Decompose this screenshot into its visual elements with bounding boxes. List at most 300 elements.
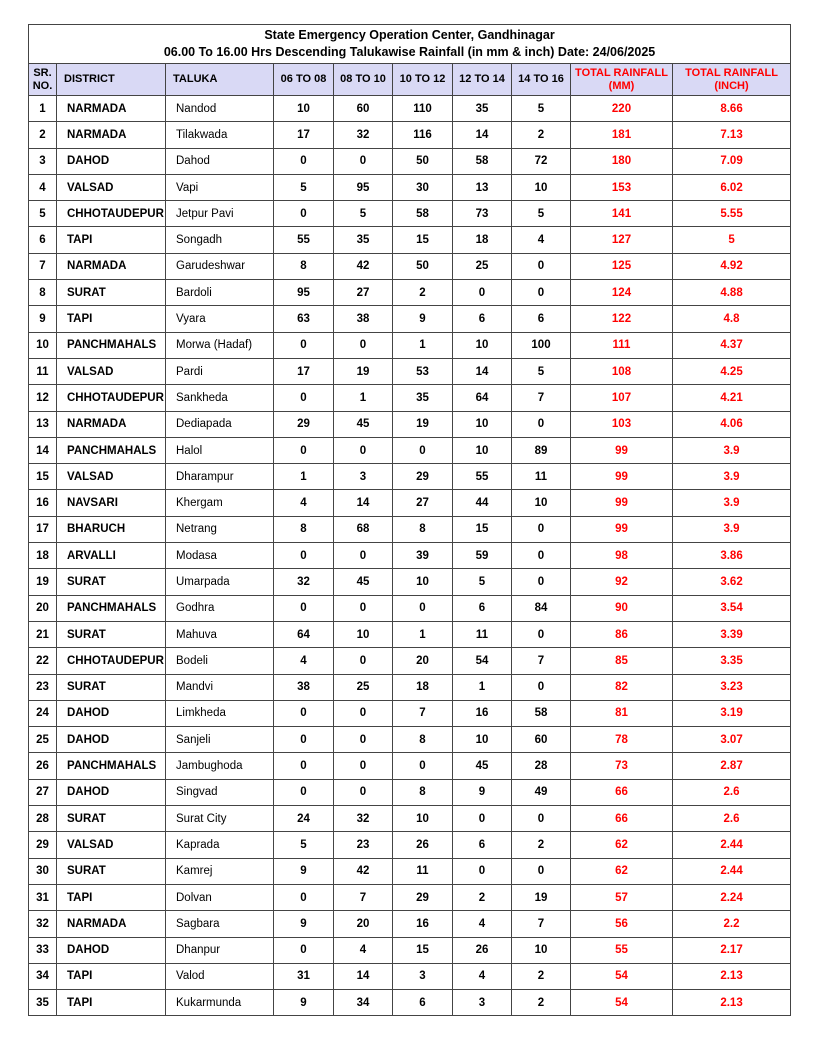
district-cell: NARMADA [57,122,166,148]
rain-12-14-cell: 45 [453,753,512,779]
district-cell: CHHOTAUDEPUR [57,201,166,227]
table-row [29,753,791,779]
total-inch-cell: 4.21 [673,385,791,411]
total-mm-cell: 57 [571,884,673,910]
header-06-to-08: 06 TO 08 [274,64,334,96]
rain-14-16-cell: 0 [512,411,571,437]
rain-12-14-cell: 35 [453,96,512,122]
total-mm-cell: 54 [571,990,673,1016]
rain-08-10-cell: 27 [334,280,393,306]
total-inch-cell: 4.06 [673,411,791,437]
table-row [29,411,791,437]
taluka-cell: Songadh [166,227,274,253]
total-inch-cell: 3.35 [673,648,791,674]
taluka-cell: Tilakwada [166,122,274,148]
total-mm-cell: 62 [571,832,673,858]
rain-10-12-cell: 116 [393,122,453,148]
total-inch-cell: 4.25 [673,358,791,384]
sr-no-cell: 3 [29,148,57,174]
district-cell: DAHOD [57,779,166,805]
district-cell: NAVSARI [57,490,166,516]
rain-12-14-cell: 59 [453,543,512,569]
rain-14-16-cell: 100 [512,332,571,358]
rain-06-08-cell: 0 [274,201,334,227]
header-district: DISTRICT [57,64,166,96]
taluka-cell: Pardi [166,358,274,384]
taluka-cell: Garudeshwar [166,253,274,279]
taluka-cell: Halol [166,437,274,463]
sr-no-cell: 2 [29,122,57,148]
rain-10-12-cell: 16 [393,911,453,937]
rain-08-10-cell: 42 [334,253,393,279]
sr-no-cell: 12 [29,385,57,411]
total-inch-cell: 4.88 [673,280,791,306]
total-mm-cell: 90 [571,595,673,621]
rain-06-08-cell: 0 [274,595,334,621]
rain-10-12-cell: 58 [393,201,453,227]
table-row [29,280,791,306]
rain-12-14-cell: 58 [453,148,512,174]
rain-10-12-cell: 11 [393,858,453,884]
total-inch-cell: 7.09 [673,148,791,174]
table-row [29,727,791,753]
district-cell: VALSAD [57,174,166,200]
table-row [29,700,791,726]
rain-10-12-cell: 39 [393,543,453,569]
total-mm-cell: 153 [571,174,673,200]
total-inch-cell: 3.9 [673,464,791,490]
rain-12-14-cell: 6 [453,595,512,621]
rain-10-12-cell: 7 [393,700,453,726]
rain-10-12-cell: 53 [393,358,453,384]
rain-08-10-cell: 68 [334,516,393,542]
rain-12-14-cell: 0 [453,280,512,306]
rain-12-14-cell: 4 [453,911,512,937]
rain-08-10-cell: 32 [334,122,393,148]
rain-10-12-cell: 30 [393,174,453,200]
total-inch-cell: 3.39 [673,621,791,647]
district-cell: VALSAD [57,358,166,384]
sr-no-cell: 22 [29,648,57,674]
total-mm-cell: 124 [571,280,673,306]
total-inch-cell: 2.2 [673,911,791,937]
rain-12-14-cell: 54 [453,648,512,674]
rain-10-12-cell: 9 [393,306,453,332]
rain-10-12-cell: 6 [393,990,453,1016]
table-row [29,937,791,963]
rainfall-report [28,24,790,1016]
rain-12-14-cell: 10 [453,332,512,358]
rain-14-16-cell: 0 [512,516,571,542]
rain-06-08-cell: 0 [274,884,334,910]
rain-08-10-cell: 14 [334,963,393,989]
total-inch-cell: 7.13 [673,122,791,148]
table-row [29,621,791,647]
total-inch-cell: 4.92 [673,253,791,279]
rain-08-10-cell: 20 [334,911,393,937]
district-cell: NARMADA [57,911,166,937]
rain-06-08-cell: 9 [274,858,334,884]
sr-no-cell: 26 [29,753,57,779]
rain-08-10-cell: 0 [334,700,393,726]
rain-06-08-cell: 0 [274,700,334,726]
total-mm-cell: 98 [571,543,673,569]
total-mm-cell: 99 [571,516,673,542]
table-row [29,911,791,937]
rain-12-14-cell: 64 [453,385,512,411]
rain-08-10-cell: 45 [334,569,393,595]
taluka-cell: Sagbara [166,911,274,937]
rain-12-14-cell: 2 [453,884,512,910]
rain-08-10-cell: 0 [334,648,393,674]
rain-06-08-cell: 0 [274,332,334,358]
rain-10-12-cell: 35 [393,385,453,411]
district-cell: VALSAD [57,832,166,858]
district-cell: NARMADA [57,253,166,279]
rain-12-14-cell: 15 [453,516,512,542]
rain-08-10-cell: 34 [334,990,393,1016]
header-08-to-10: 08 TO 10 [334,64,393,96]
rain-12-14-cell: 10 [453,437,512,463]
total-inch-cell: 3.62 [673,569,791,595]
rain-06-08-cell: 0 [274,385,334,411]
total-inch-cell: 5.55 [673,201,791,227]
rain-06-08-cell: 0 [274,437,334,463]
sr-no-cell: 29 [29,832,57,858]
rain-14-16-cell: 2 [512,990,571,1016]
total-mm-cell: 99 [571,464,673,490]
rain-14-16-cell: 72 [512,148,571,174]
sr-no-cell: 34 [29,963,57,989]
rain-06-08-cell: 95 [274,280,334,306]
rain-10-12-cell: 50 [393,253,453,279]
rain-12-14-cell: 16 [453,700,512,726]
taluka-cell: Bardoli [166,280,274,306]
sr-no-cell: 24 [29,700,57,726]
sr-no-cell: 33 [29,937,57,963]
district-cell: ARVALLI [57,543,166,569]
district-cell: PANCHMAHALS [57,437,166,463]
table-row [29,674,791,700]
table-body [29,96,791,1016]
title-line-1: State Emergency Operation Center, Gandhinagar [264,28,555,42]
rain-08-10-cell: 95 [334,174,393,200]
total-mm-cell: 62 [571,858,673,884]
rain-06-08-cell: 17 [274,122,334,148]
district-cell: SURAT [57,280,166,306]
district-cell: PANCHMAHALS [57,332,166,358]
rain-10-12-cell: 27 [393,490,453,516]
sr-no-cell: 31 [29,884,57,910]
taluka-cell: Dolvan [166,884,274,910]
table-row [29,253,791,279]
total-inch-cell: 2.13 [673,990,791,1016]
total-mm-cell: 66 [571,806,673,832]
total-mm-cell: 54 [571,963,673,989]
rain-08-10-cell: 60 [334,96,393,122]
total-inch-cell: 8.66 [673,96,791,122]
sr-no-cell: 19 [29,569,57,595]
rain-06-08-cell: 55 [274,227,334,253]
district-cell: CHHOTAUDEPUR [57,648,166,674]
rain-06-08-cell: 0 [274,727,334,753]
taluka-cell: Vyara [166,306,274,332]
sr-no-cell: 7 [29,253,57,279]
rain-14-16-cell: 2 [512,122,571,148]
rain-14-16-cell: 19 [512,884,571,910]
table-row [29,464,791,490]
total-inch-cell: 2.17 [673,937,791,963]
rain-12-14-cell: 10 [453,727,512,753]
rain-06-08-cell: 9 [274,990,334,1016]
rain-14-16-cell: 60 [512,727,571,753]
sr-no-cell: 8 [29,280,57,306]
taluka-cell: Valod [166,963,274,989]
rain-10-12-cell: 10 [393,806,453,832]
total-inch-cell: 3.07 [673,727,791,753]
total-mm-cell: 108 [571,358,673,384]
sr-no-cell: 1 [29,96,57,122]
table-row [29,306,791,332]
rain-10-12-cell: 0 [393,753,453,779]
rain-14-16-cell: 89 [512,437,571,463]
rain-08-10-cell: 14 [334,490,393,516]
rain-06-08-cell: 0 [274,148,334,174]
report-title [29,25,791,64]
rain-14-16-cell: 2 [512,963,571,989]
rain-06-08-cell: 5 [274,832,334,858]
rain-10-12-cell: 20 [393,648,453,674]
rain-12-14-cell: 14 [453,122,512,148]
table-row [29,358,791,384]
rain-14-16-cell: 0 [512,621,571,647]
taluka-cell: Mahuva [166,621,274,647]
rain-12-14-cell: 4 [453,963,512,989]
total-mm-cell: 141 [571,201,673,227]
table-row [29,806,791,832]
taluka-cell: Bodeli [166,648,274,674]
taluka-cell: Mandvi [166,674,274,700]
district-cell: DAHOD [57,148,166,174]
rain-14-16-cell: 0 [512,569,571,595]
rain-12-14-cell: 5 [453,569,512,595]
rain-10-12-cell: 3 [393,963,453,989]
table-row [29,437,791,463]
table-row [29,516,791,542]
rain-10-12-cell: 110 [393,96,453,122]
total-inch-cell: 4.37 [673,332,791,358]
district-cell: DAHOD [57,727,166,753]
rain-08-10-cell: 7 [334,884,393,910]
taluka-cell: Kaprada [166,832,274,858]
table-row [29,490,791,516]
rain-12-14-cell: 0 [453,858,512,884]
district-cell: CHHOTAUDEPUR [57,385,166,411]
district-cell: SURAT [57,569,166,595]
rain-10-12-cell: 15 [393,227,453,253]
table-row [29,963,791,989]
title-line-2: 06.00 To 16.00 Hrs Descending Talukawise Rainfall (in mm & inch) Date: 24/06/2025 [163,45,656,59]
rain-06-08-cell: 4 [274,490,334,516]
total-inch-cell: 3.86 [673,543,791,569]
rain-08-10-cell: 38 [334,306,393,332]
rain-10-12-cell: 29 [393,464,453,490]
rain-12-14-cell: 11 [453,621,512,647]
table-row [29,884,791,910]
table-row [29,201,791,227]
rain-14-16-cell: 0 [512,674,571,700]
district-cell: SURAT [57,621,166,647]
rain-06-08-cell: 0 [274,753,334,779]
district-cell: PANCHMAHALS [57,595,166,621]
rain-10-12-cell: 26 [393,832,453,858]
total-inch-cell: 2.87 [673,753,791,779]
taluka-cell: Vapi [166,174,274,200]
rain-08-10-cell: 35 [334,227,393,253]
district-cell: SURAT [57,806,166,832]
rain-08-10-cell: 23 [334,832,393,858]
total-mm-cell: 103 [571,411,673,437]
total-mm-cell: 99 [571,437,673,463]
district-cell: VALSAD [57,464,166,490]
rain-06-08-cell: 32 [274,569,334,595]
rain-14-16-cell: 0 [512,858,571,884]
taluka-cell: Dharampur [166,464,274,490]
sr-no-cell: 13 [29,411,57,437]
rain-08-10-cell: 10 [334,621,393,647]
rain-12-14-cell: 55 [453,464,512,490]
taluka-cell: Kukarmunda [166,990,274,1016]
table-row [29,227,791,253]
rain-06-08-cell: 63 [274,306,334,332]
rain-12-14-cell: 18 [453,227,512,253]
total-mm-cell: 66 [571,779,673,805]
district-cell: SURAT [57,858,166,884]
rain-06-08-cell: 29 [274,411,334,437]
header-12-to-14: 12 TO 14 [453,64,512,96]
total-inch-cell: 3.9 [673,437,791,463]
total-mm-cell: 55 [571,937,673,963]
rain-10-12-cell: 19 [393,411,453,437]
rain-08-10-cell: 45 [334,411,393,437]
sr-no-cell: 20 [29,595,57,621]
rain-06-08-cell: 5 [274,174,334,200]
taluka-cell: Nandod [166,96,274,122]
district-cell: TAPI [57,990,166,1016]
table-row [29,648,791,674]
sr-no-cell: 21 [29,621,57,647]
total-mm-cell: 82 [571,674,673,700]
table-row [29,174,791,200]
total-inch-cell: 6.02 [673,174,791,200]
rain-14-16-cell: 5 [512,201,571,227]
rain-14-16-cell: 11 [512,464,571,490]
district-cell: TAPI [57,884,166,910]
total-inch-cell: 3.54 [673,595,791,621]
taluka-cell: Dahod [166,148,274,174]
total-mm-cell: 111 [571,332,673,358]
rain-12-14-cell: 9 [453,779,512,805]
taluka-cell: Sanjeli [166,727,274,753]
rain-10-12-cell: 8 [393,779,453,805]
total-inch-cell: 4.8 [673,306,791,332]
rain-06-08-cell: 8 [274,516,334,542]
total-mm-cell: 86 [571,621,673,647]
total-mm-cell: 122 [571,306,673,332]
rain-12-14-cell: 0 [453,806,512,832]
total-inch-cell: 5 [673,227,791,253]
district-cell: SURAT [57,674,166,700]
rain-08-10-cell: 1 [334,385,393,411]
header-taluka: TALUKA [166,64,274,96]
table-row [29,96,791,122]
sr-no-cell: 35 [29,990,57,1016]
taluka-cell: Umarpada [166,569,274,595]
total-inch-cell: 2.24 [673,884,791,910]
sr-no-cell: 16 [29,490,57,516]
rainfall-table [28,24,791,1016]
district-cell: TAPI [57,306,166,332]
header-total-inch: TOTAL RAINFALL (INCH) [673,64,791,96]
rain-08-10-cell: 0 [334,753,393,779]
rain-12-14-cell: 6 [453,832,512,858]
rain-08-10-cell: 4 [334,937,393,963]
rain-08-10-cell: 5 [334,201,393,227]
rain-10-12-cell: 1 [393,332,453,358]
rain-14-16-cell: 5 [512,96,571,122]
rain-10-12-cell: 8 [393,516,453,542]
total-inch-cell: 2.44 [673,858,791,884]
total-mm-cell: 73 [571,753,673,779]
taluka-cell: Sankheda [166,385,274,411]
table-row [29,122,791,148]
sr-no-cell: 6 [29,227,57,253]
sr-no-cell: 9 [29,306,57,332]
total-mm-cell: 127 [571,227,673,253]
taluka-cell: Dhanpur [166,937,274,963]
sr-no-cell: 18 [29,543,57,569]
table-row [29,832,791,858]
rain-08-10-cell: 0 [334,437,393,463]
rain-06-08-cell: 31 [274,963,334,989]
header-total-mm: TOTAL RAINFALL (MM) [571,64,673,96]
table-row [29,569,791,595]
rain-14-16-cell: 0 [512,280,571,306]
sr-no-cell: 11 [29,358,57,384]
rain-08-10-cell: 25 [334,674,393,700]
rain-10-12-cell: 50 [393,148,453,174]
table-row [29,332,791,358]
district-cell: TAPI [57,963,166,989]
rain-08-10-cell: 0 [334,332,393,358]
rain-08-10-cell: 42 [334,858,393,884]
rain-14-16-cell: 10 [512,937,571,963]
sr-no-cell: 23 [29,674,57,700]
taluka-cell: Kamrej [166,858,274,884]
rain-08-10-cell: 19 [334,358,393,384]
taluka-cell: Jambughoda [166,753,274,779]
rain-08-10-cell: 0 [334,543,393,569]
rain-10-12-cell: 10 [393,569,453,595]
rain-14-16-cell: 0 [512,543,571,569]
taluka-cell: Modasa [166,543,274,569]
rain-08-10-cell: 3 [334,464,393,490]
rain-06-08-cell: 17 [274,358,334,384]
rain-10-12-cell: 0 [393,437,453,463]
rain-06-08-cell: 1 [274,464,334,490]
rain-12-14-cell: 73 [453,201,512,227]
total-mm-cell: 180 [571,148,673,174]
